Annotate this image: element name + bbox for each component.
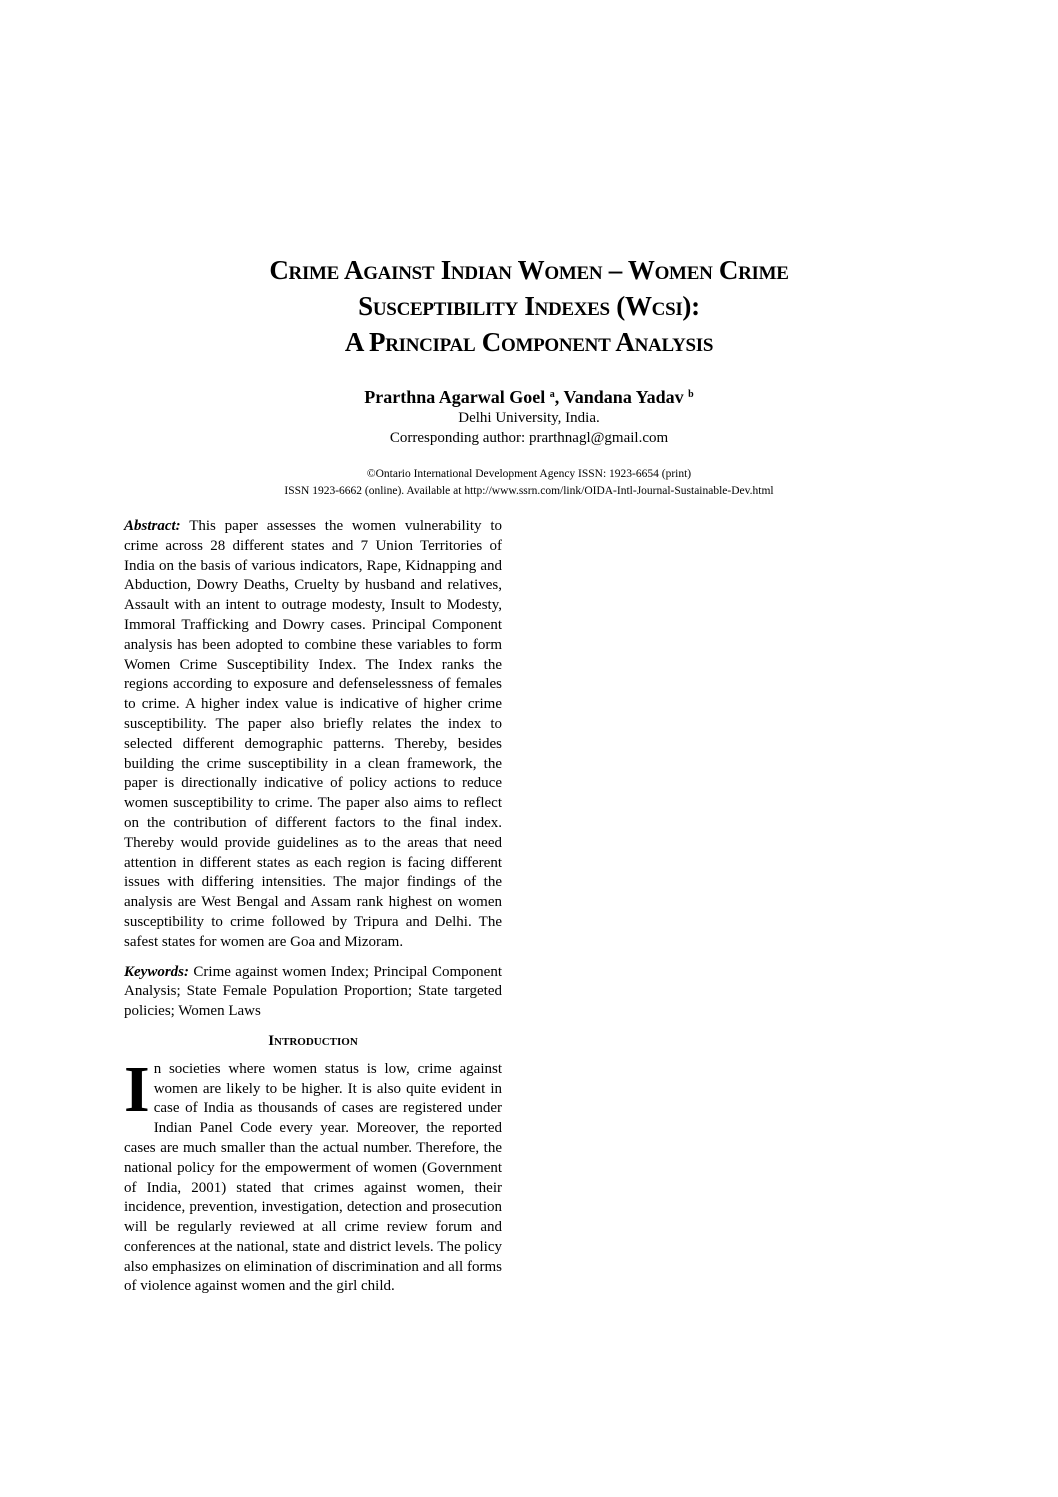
author-separator: , — [554, 387, 564, 407]
left-column — [124, 517, 502, 1297]
title-line: A Principal Component Analysis — [344, 327, 714, 357]
paper-title — [0, 252, 1058, 360]
affiliation: Delhi University, India. — [458, 410, 600, 426]
introduction-heading: Introduction — [268, 1032, 358, 1049]
title-line: Susceptibility Indexes (Wcsi): — [358, 291, 700, 321]
copyright-line: ©Ontario International Development Agency ISSN: 1923-6654 (print) — [366, 468, 692, 480]
intro-paragraph-text: n societies where women status is low, crime against women are likely to be higher. It is also quite evident in case of India as thousands of cases are registered under Indian Panel Code every year. Moreover, the reported cases are much smaller than the actual number. Therefore, the national policy for the empowerment of women (Government of India, 2001) stated that crimes against women, their incidence, prevention, investigation, detection and prosecution will be regularly reviewed at all crime review forum and conferences at the national, state and district levels. The policy also emphasizes on elimination of discrimination and all forms of violence against women and the girl child. — [124, 1060, 502, 1295]
copyright-line: ISSN 1923-6662 (online). Available at http://www.ssrn.com/link/OIDA-Intl-Journal-Sustainable-Dev.html — [284, 485, 774, 497]
author-list — [0, 384, 1058, 408]
author-affiliation-marker: b — [688, 389, 694, 400]
intro-paragraph — [124, 1052, 502, 1298]
affiliation-block — [0, 408, 1058, 448]
abstract — [124, 517, 502, 953]
abstract-text: This paper assesses the women vulnerability to crime across 28 different states and 7 Union Territories of India on the basis of various indicators, Rape, Kidnapping and Abduction, Dowry Deaths, Cruelty by husband and relatives, Assault with an intent to outrage modesty, Insult to Modesty, Immoral Trafficking and Dowry cases. Principal Component analysis has been adopted to combine these variables to form Women Crime Susceptibility Index. The Index ranks the regions according to exposure and defenselessness of females to crime. A higher index value is indicative of higher crime susceptibility. The paper also briefly relates the index to selected different demographic patterns. Thereby, besides building the crime susceptibility in a clean framework, the paper is directionally indicative of policy actions to reduce women susceptibility to crime. The paper also aims to reflect on the contribution of different factors to the final index. Thereby would provide guidelines as to the areas that need attention in different states as each region is facing different issues with differing intensities. The major findings of the analysis are West Bengal and Assam rank highest on women susceptibility to crime followed by Tripura and Delhi. The safest states for women are Goa and Mizoram. — [124, 518, 502, 950]
author-name: Vandana Yadav — [563, 387, 684, 407]
keywords-text: Crime against women Index; Principal Component Analysis; State Female Population Proportion; State targeted policies; Women Laws — [124, 963, 502, 1020]
author-affiliation-marker: a — [549, 389, 555, 400]
title-line: Crime Against Indian Women – Women Crime — [269, 255, 789, 285]
corresponding-author: Corresponding author: prarthnagl@gmail.com — [389, 430, 669, 446]
copyright-notice — [0, 466, 1058, 500]
keywords-label: Keywords: — [124, 963, 189, 980]
drop-cap: I — [124, 1052, 150, 1126]
author-name: Prarthna Agarwal Goel — [364, 387, 546, 407]
abstract-label: Abstract: — [124, 518, 181, 534]
keywords — [124, 963, 502, 1022]
